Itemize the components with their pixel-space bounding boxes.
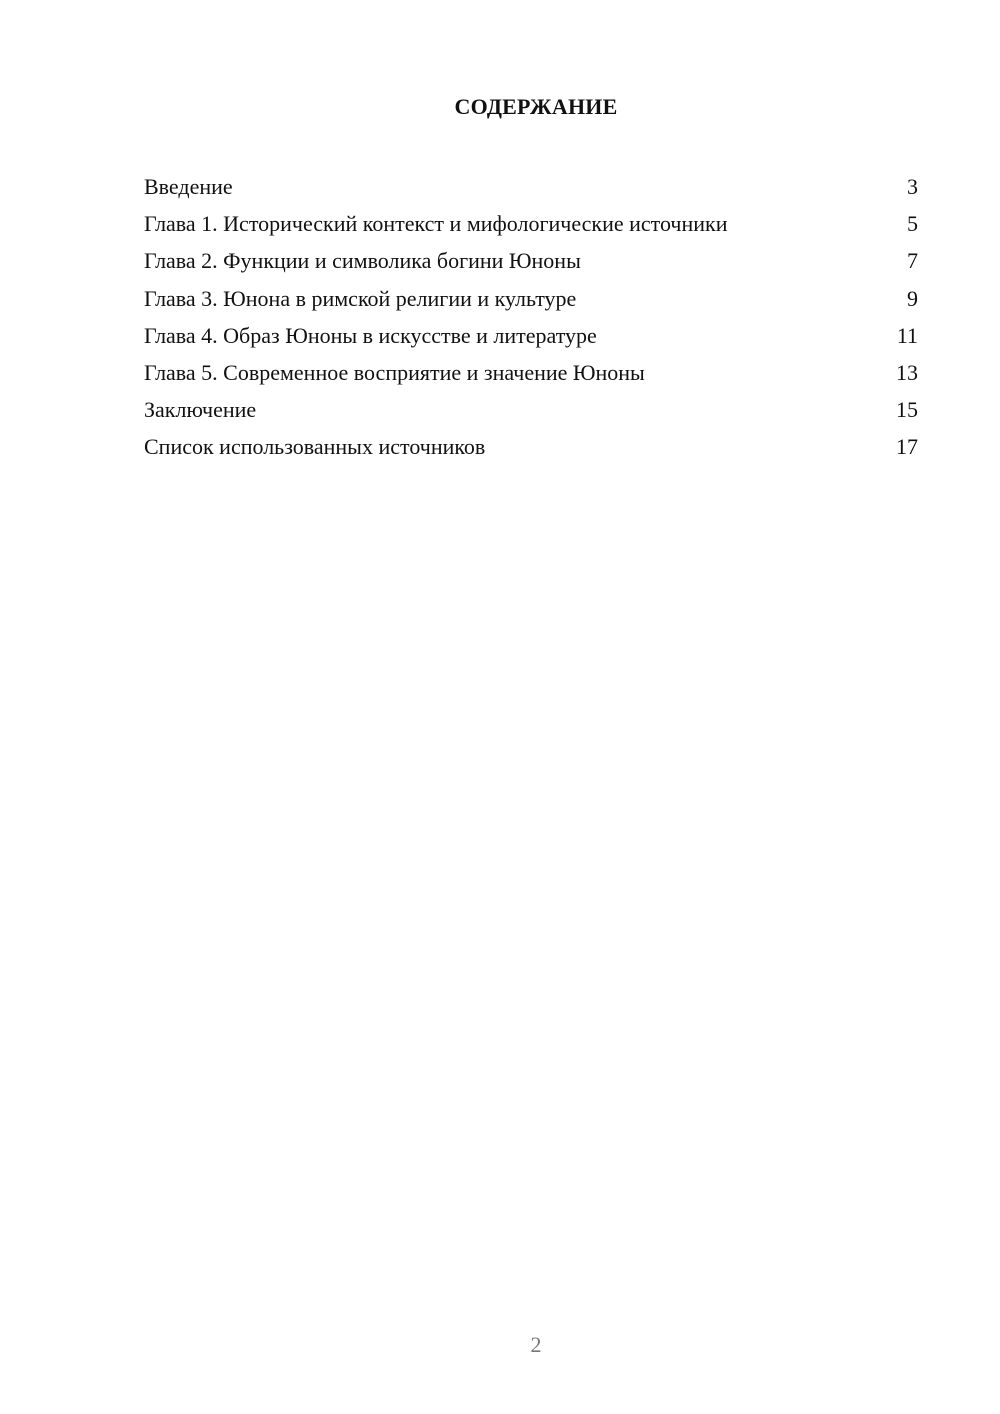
toc-entry-page: 15 bbox=[896, 397, 918, 423]
toc-entry-label: Глава 5. Современное восприятие и значение Юноны bbox=[144, 359, 645, 385]
page-title: СОДЕРЖАНИЕ bbox=[454, 94, 618, 119]
page-number: 2 bbox=[530, 1332, 542, 1357]
toc-entry bbox=[144, 242, 918, 279]
toc-entry bbox=[144, 428, 918, 465]
toc-entry-page: 11 bbox=[896, 322, 918, 348]
toc-entry-page: 7 bbox=[907, 248, 918, 274]
toc-entry-page: 13 bbox=[896, 359, 918, 385]
toc-entry bbox=[144, 205, 918, 242]
toc-entry-label: Глава 3. Юнона в римской религии и культуре bbox=[144, 285, 577, 311]
toc-entry-page: 5 bbox=[907, 211, 918, 237]
toc-entry bbox=[144, 354, 918, 391]
toc-entry-page: 9 bbox=[907, 285, 918, 311]
toc-entry bbox=[144, 280, 918, 317]
toc-entry-label: Глава 1. Исторический контекст и мифологические источники bbox=[144, 211, 728, 237]
toc-entry bbox=[144, 168, 918, 205]
toc-entry-label: Введение bbox=[144, 174, 233, 199]
toc-entry-label: Глава 4. Образ Юноны в искусстве и литературе bbox=[144, 322, 597, 348]
toc-entry bbox=[144, 317, 918, 354]
toc-entry-label: Заключение bbox=[144, 397, 257, 423]
toc-entry-label: Глава 2. Функции и символика богини Юноны bbox=[144, 248, 581, 274]
toc-entry-label: Список использованных источников bbox=[144, 434, 486, 460]
toc-entry-page: 17 bbox=[896, 434, 918, 460]
toc-entry bbox=[144, 391, 918, 428]
toc-entry-page: 3 bbox=[907, 174, 918, 199]
table-of-contents bbox=[144, 168, 918, 466]
